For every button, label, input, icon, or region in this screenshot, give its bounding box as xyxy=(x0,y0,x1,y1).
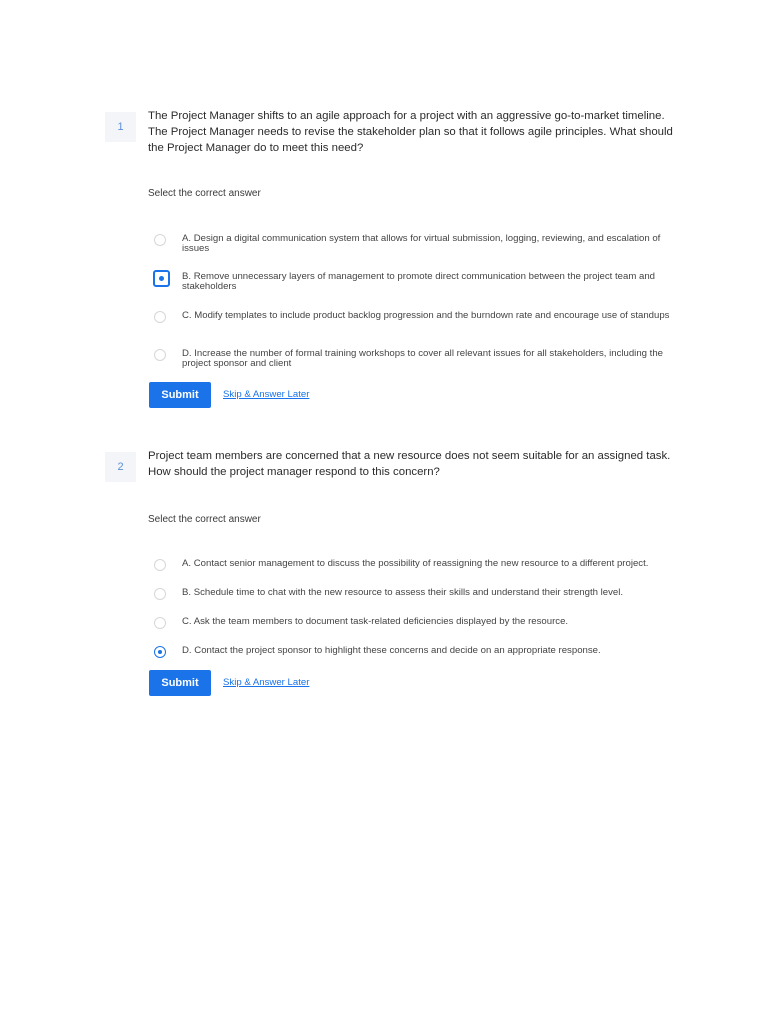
radio-button[interactable] xyxy=(154,234,166,246)
answer-option-label: A. Design a digital communication system that allows for virtual submission, logging, reviewing, and escalation of issues xyxy=(182,233,661,254)
radio-button[interactable] xyxy=(154,311,166,323)
answer-option-label: B. Remove unnecessary layers of management to promote direct communication between the project team and stakeholders xyxy=(182,271,656,292)
answer-instruction: Select the correct answer xyxy=(148,514,261,525)
question-number-badge: 2 xyxy=(105,452,136,482)
submit-button[interactable]: Submit xyxy=(149,382,211,408)
radio-button[interactable] xyxy=(154,349,166,361)
answer-option-label: C. Modify templates to include product backlog progression and the burndown rate and encourage use of standups xyxy=(182,310,670,321)
submit-button[interactable]: Submit xyxy=(149,670,211,696)
skip-answer-later-link[interactable]: Skip & Answer Later xyxy=(223,389,310,400)
answer-option-label: C. Ask the team members to document task-related deficiencies displayed by the resource. xyxy=(182,616,569,627)
radio-button-selected[interactable] xyxy=(153,270,170,287)
question-text: Project team members are concerned that a new resource does not seem suitable for an assigned task. How should the project manager respond to this concern? xyxy=(148,450,671,478)
radio-button[interactable] xyxy=(154,588,166,600)
answer-option-label: D. Increase the number of formal training workshops to cover all relevant issues for all stakeholders, including the project sponsor and client xyxy=(182,348,663,369)
answer-instruction: Select the correct answer xyxy=(148,188,261,199)
question-number-badge: 1 xyxy=(105,112,136,142)
answer-option-label: B. Schedule time to chat with the new resource to assess their skills and understand their strength level. xyxy=(182,587,624,598)
answer-option-label: A. Contact senior management to discuss the possibility of reassigning the new resource to a different project. xyxy=(182,558,649,569)
radio-button[interactable] xyxy=(154,559,166,571)
question-text: The Project Manager shifts to an agile approach for a project with an aggressive go-to-market timeline. The Project Manager needs to revise the stakeholder plan so that it follows agile principles. What should the Project Manager do to meet this need? xyxy=(148,110,673,154)
radio-button-selected[interactable] xyxy=(154,646,166,658)
skip-answer-later-link[interactable]: Skip & Answer Later xyxy=(223,677,310,688)
radio-button[interactable] xyxy=(154,617,166,629)
answer-option-label: D. Contact the project sponsor to highlight these concerns and decide on an appropriate response. xyxy=(182,645,601,656)
